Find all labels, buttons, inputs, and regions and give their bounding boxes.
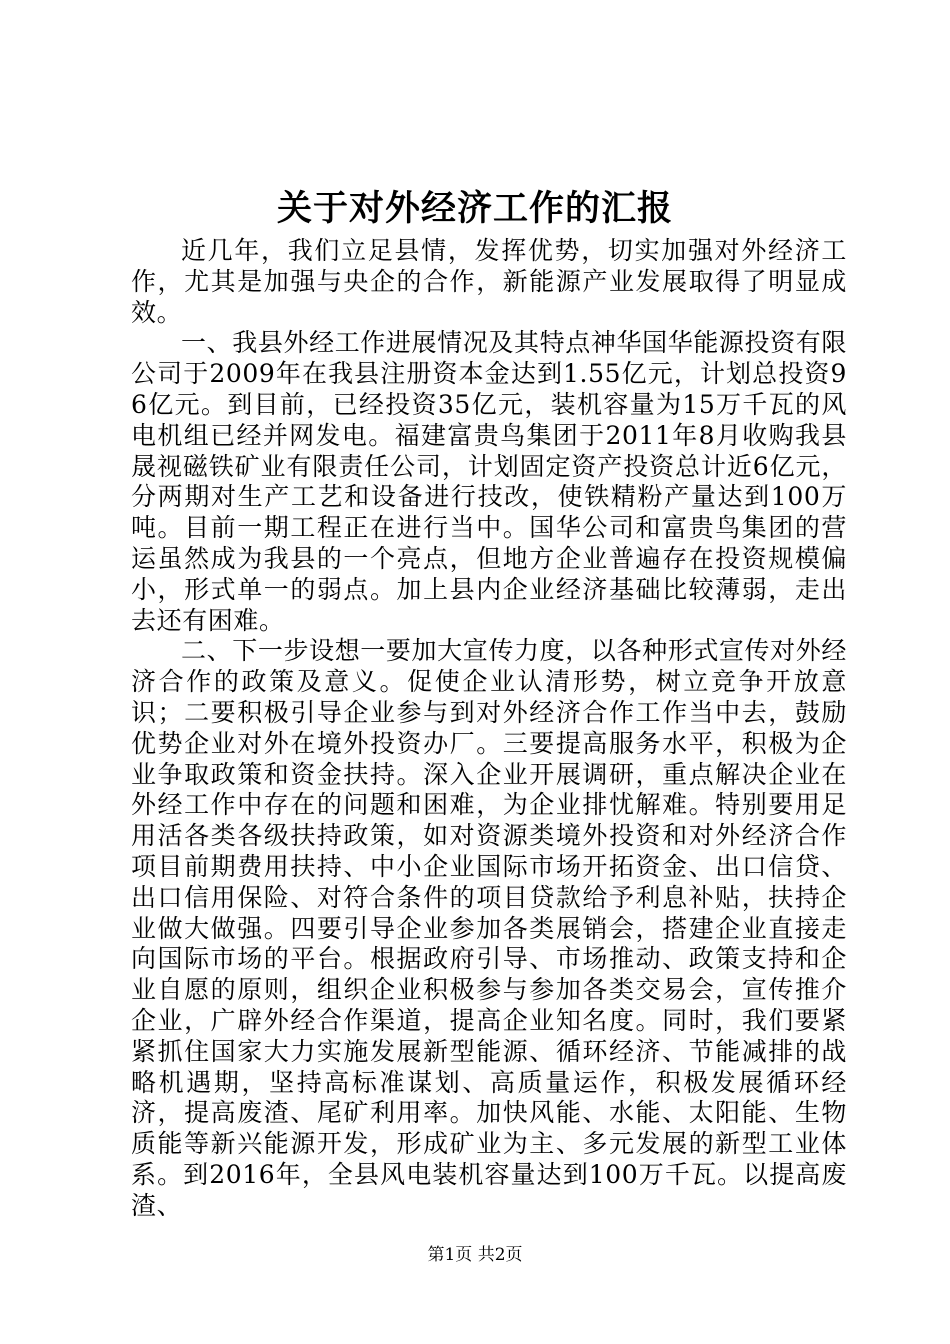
progress-paragraph: 一、我县外经工作进展情况及其特点神华国华能源投资有限公司于2009年在我县注册资本金达到1.55亿元，计划总投资96亿元。到目前，已经投资35亿元，装机容量为15万千瓦的风电机组已经并网发电。福建富贵鸟集团于2011年8月收购我县晟视磁铁矿业有限责任公司，计划固定资产投资总计近6亿元，分两期对生产工艺和设备进行技改，使铁精粉产量达到100万吨。目前一期工程正在进行当中。国华公司和富贵鸟集团的营运虽然成为我县的一个亮点，但地方企业普遍存在投资规模偏小，形式单一的弱点。加上县内企业经济基础比较薄弱，走出去还有困难。 bbox=[131, 328, 847, 635]
plans-paragraph: 二、下一步设想一要加大宣传力度，以各种形式宣传对外经济合作的政策及意义。促使企业认清形势，树立竞争开放意识；二要积极引导企业参与到对外经济合作工作当中去，鼓励优势企业对外在境外投资办厂。三要提高服务水平，积极为企业争取政策和资金扶持。深入企业开展调研，重点解决企业在外经工作中存在的问题和困难，为企业排忧解难。特别要用足用活各类各级扶持政策，如对资源类境外投资和对外经济合作项目前期费用扶持、中小企业国际市场开拓资金、出口信贷、出口信用保险、对符合条件的项目贷款给予利息补贴，扶持企业做大做强。四要引导企业参加各类展销会，搭建企业直接走向国际市场的平台。根据政府引导、市场推动、政策支持和企业自愿的原则，组织企业积极参与参加各类交易会，宣传推介企业，广辟外经合作渠道，提高企业知名度。同时，我们要紧紧抓住国家大力实施发展新型能源、循环经济、节能减排的战略机遇期，坚持高标准谋划、高质量运作，积极发展循环经济，提高废渣、尾矿利用率。加快风能、水能、太阳能、生物质能等新兴能源开发，形成矿业为主、多元发展的新型工业体系。到2016年，全县风电装机容量达到100万千瓦。以提高废渣、 bbox=[131, 636, 847, 1220]
document-body bbox=[131, 236, 847, 1222]
document-title: 关于对外经济工作的汇报 bbox=[276, 188, 673, 229]
intro-paragraph: 近几年，我们立足县情，发挥优势，切实加强对外经济工作，尤其是加强与央企的合作，新能源产业发展取得了明显成效。 bbox=[131, 236, 847, 327]
page-number-footer: 第1页 共2页 bbox=[427, 1245, 523, 1265]
